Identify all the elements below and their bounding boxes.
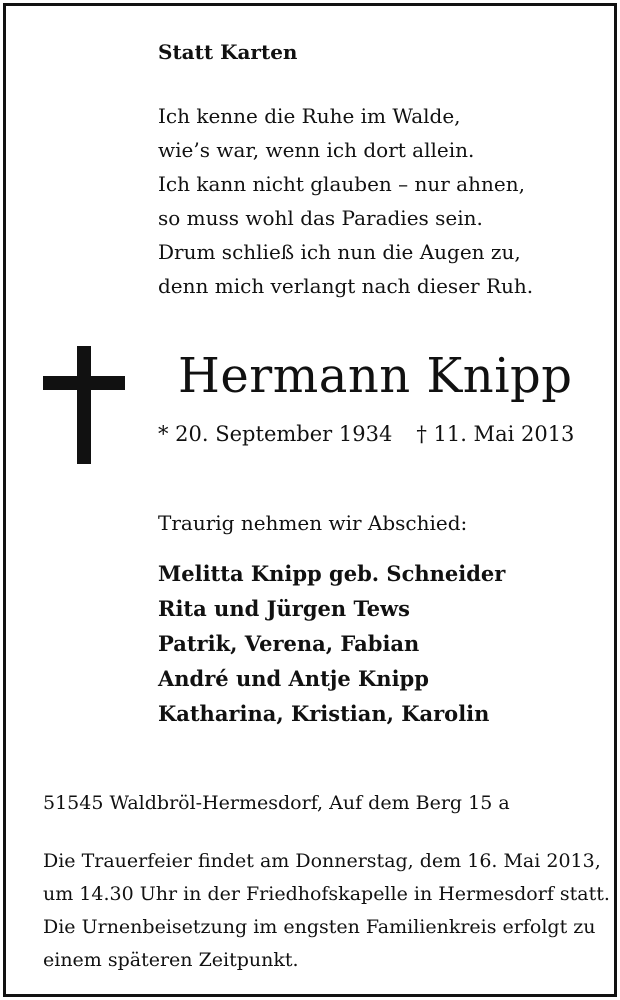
address: 51545 Waldbröl-Hermesdorf, Auf dem Berg 15 a bbox=[43, 792, 510, 814]
poem-line: denn mich verlangt nach dieser Ruh. bbox=[158, 274, 534, 298]
poem-line: wie’s war, wenn ich dort allein. bbox=[158, 138, 475, 162]
poem bbox=[158, 99, 533, 303]
notice-line: einem späteren Zeitpunkt. bbox=[43, 949, 299, 971]
mourning-intro: Traurig nehmen wir Abschied: bbox=[158, 511, 468, 535]
poem-line: so muss wohl das Paradies sein. bbox=[158, 206, 483, 230]
birth-date: * 20. September 1934 bbox=[158, 422, 393, 446]
cross-horizontal-bar bbox=[43, 376, 125, 390]
mourner-name: Rita und Jürgen Tews bbox=[158, 596, 410, 621]
funeral-notice bbox=[43, 845, 610, 977]
poem-line: Drum schließ ich nun die Augen zu, bbox=[158, 240, 521, 264]
mourner-name: Patrik, Verena, Fabian bbox=[158, 631, 420, 656]
mourner-name: Melitta Knipp geb. Schneider bbox=[158, 561, 506, 586]
deceased-name: Hermann Knipp bbox=[178, 348, 573, 404]
poem-line: Ich kenne die Ruhe im Walde, bbox=[158, 104, 461, 128]
header-text: Statt Karten bbox=[158, 40, 298, 64]
poem-line: Ich kann nicht glauben – nur ahnen, bbox=[158, 172, 525, 196]
mourners-list bbox=[158, 556, 505, 731]
notice-line: um 14.30 Uhr in der Friedhofskapelle in Hermesdorf statt. bbox=[43, 883, 610, 905]
death-date: † 11. Mai 2013 bbox=[416, 422, 575, 446]
notice-line: Die Trauerfeier findet am Donnerstag, dem 16. Mai 2013, bbox=[43, 850, 601, 872]
cross-vertical-bar bbox=[77, 346, 91, 464]
cross-icon bbox=[43, 346, 125, 464]
life-dates bbox=[158, 422, 574, 446]
notice-line: Die Urnenbeisetzung im engsten Familienkreis erfolgt zu bbox=[43, 916, 596, 938]
mourner-name: André und Antje Knipp bbox=[158, 666, 429, 691]
mourner-name: Katharina, Kristian, Karolin bbox=[158, 701, 490, 726]
